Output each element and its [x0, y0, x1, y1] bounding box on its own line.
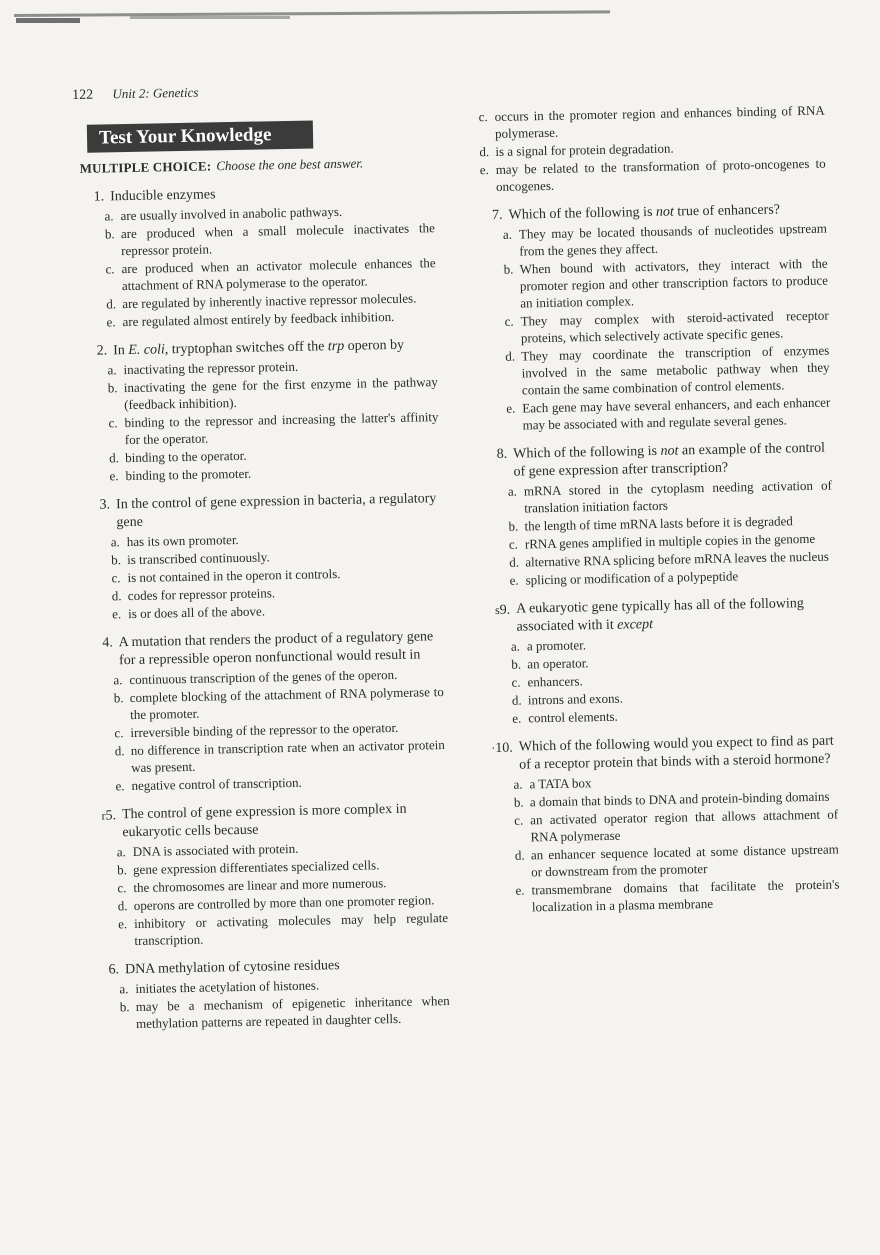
answer-option	[115, 736, 446, 776]
unit-title: Unit 2: Genetics	[112, 85, 198, 102]
page-number: 122	[72, 88, 93, 103]
option-letter: b.	[105, 225, 122, 259]
option-text: irreversible binding of the repressor to the operator.	[130, 718, 444, 741]
question-stem-part: true of enhancers?	[674, 202, 780, 219]
option-letter: d.	[115, 742, 132, 776]
question-number	[94, 806, 123, 843]
answer-option	[118, 909, 449, 949]
question-stem-part: , tryptophan switches off the	[165, 339, 328, 357]
option-text: an enhancer sequence located at some distance upstream or downstream from the promoter	[531, 840, 840, 880]
question-stem-part: Which of the following is	[508, 205, 656, 223]
option-letter: b.	[514, 793, 530, 810]
option-text: introns and exons.	[528, 686, 836, 709]
question-stem-part: E. coli	[128, 342, 165, 358]
question-stem-part: A eukaryotic gene typically has all of the following associated with it	[516, 596, 804, 635]
question-row	[485, 440, 832, 483]
option-text: are produced when a small molecule inactivates the repressor protein.	[121, 219, 436, 259]
question-stem-part: not	[656, 205, 674, 220]
question-stem-part: Which of the following is	[513, 444, 661, 462]
answer-option	[508, 477, 833, 517]
question-2	[85, 336, 440, 485]
option-letter: c.	[105, 260, 122, 294]
option-letter: c.	[514, 811, 531, 845]
answer-option	[479, 102, 826, 143]
question-9	[488, 595, 836, 728]
option-text: mRNA stored in the cytoplasm needing activation of translation initiation factors	[524, 477, 833, 517]
question-stem: In the control of gene expression in bacteria, a regulatory gene	[116, 490, 441, 532]
option-letter: d.	[509, 553, 525, 570]
question-8	[485, 440, 834, 590]
answer-option	[105, 219, 436, 259]
question-number: 3.	[88, 496, 117, 533]
question-stem: The control of gene expression is more complex in eukaryotic cells because	[122, 800, 447, 842]
option-letter: d.	[479, 143, 495, 160]
option-text: inactivating the gene for the first enzyme in the pathway (feedback inhibition).	[124, 373, 439, 413]
option-letter: b.	[508, 517, 524, 534]
option-letter: b.	[503, 261, 520, 312]
question-number-text: 10.	[495, 741, 513, 756]
option-text: They may coordinate the transcription of enzymes involved in the same metabolic pathway when they contain the same combination of control elements.	[521, 342, 830, 399]
margin-mark: ѕ	[492, 601, 500, 619]
option-text: When bound with activators, they interact with the promoter region and other transcription factors to produce an initiation complex.	[519, 255, 828, 312]
answer-option	[504, 307, 829, 347]
option-text: are produced when an activator molecule enhances the attachment of RNA polymerase to the operator.	[121, 254, 436, 294]
option-text: a TATA box	[529, 769, 837, 792]
answer-option	[514, 805, 839, 845]
answer-option	[503, 220, 828, 260]
question-stem	[516, 595, 835, 637]
question-5	[94, 800, 449, 950]
option-letter: a.	[503, 226, 520, 260]
option-letter: a.	[117, 843, 133, 860]
option-text: rRNA genes amplified in multiple copies in the genome	[525, 530, 833, 553]
page-header	[72, 85, 198, 104]
question-number: 1.	[82, 188, 110, 207]
option-letter: a.	[119, 980, 135, 997]
option-letter: e.	[115, 777, 131, 794]
instructions	[79, 155, 363, 176]
answer-option	[105, 254, 436, 294]
question-row	[88, 490, 441, 533]
option-text: transmembrane domains that facilitate the protein's localization in a plasma membrane	[531, 875, 840, 915]
option-letter: d.	[109, 449, 125, 466]
option-text: binding to the repressor and increasing the latter's affinity for the operator.	[124, 408, 439, 448]
margin-mark: ·	[487, 739, 495, 757]
option-text: the length of time mRNA lasts before it is degraded	[524, 512, 832, 535]
answer-option	[503, 255, 828, 312]
question-stem-part: operon by	[344, 338, 404, 354]
question-number	[491, 739, 520, 776]
option-text: is a signal for protein degradation.	[495, 137, 825, 160]
question-number	[488, 601, 517, 638]
option-text: DNA is associated with protein.	[133, 837, 447, 860]
option-text: initiates the acetylation of histones.	[135, 974, 449, 997]
option-text: a promoter.	[527, 632, 835, 655]
question-stem: DNA methylation of cytosine residues	[125, 955, 449, 979]
option-text: inhibitory or activating molecules may help regulate transcription.	[134, 909, 449, 949]
question-4	[91, 628, 446, 795]
question-1	[82, 182, 437, 331]
answer-option	[515, 840, 840, 880]
option-letter: e.	[106, 313, 122, 330]
question-stem	[513, 440, 832, 482]
option-text: Each gene may have several enhancers, and each enhancer may be associated with and regulate several genes.	[522, 394, 831, 434]
option-text: negative control of transcription.	[131, 771, 445, 794]
question-6	[97, 955, 450, 1033]
question-3	[88, 490, 442, 623]
answer-option	[506, 394, 831, 434]
question-number-text: 9.	[500, 603, 511, 618]
option-letter: e.	[118, 915, 135, 949]
option-text: an activated operator region that allows attachment of RNA polymerase	[530, 805, 839, 845]
option-text: has its own promoter.	[127, 527, 441, 550]
question-number: 8.	[485, 446, 514, 483]
option-text: alternative RNA splicing before mRNA leaves the nucleus	[525, 548, 833, 571]
option-letter: c.	[509, 535, 525, 552]
answer-option	[108, 408, 439, 448]
option-letter: c.	[114, 724, 130, 741]
option-text: the chromosomes are linear and more numerous.	[133, 873, 447, 896]
option-letter: a.	[107, 361, 123, 378]
option-text: codes for repressor proteins.	[128, 581, 442, 604]
option-text: a domain that binds to DNA and protein-binding domains	[530, 787, 838, 810]
option-text: splicing or modification of a polypeptide	[525, 566, 833, 589]
question-stem-part: In	[113, 343, 128, 358]
question-row	[94, 800, 447, 843]
option-letter: e.	[515, 881, 532, 915]
question-number: 6.	[97, 961, 125, 980]
option-text: are regulated by inherently inactive repressor molecules.	[122, 289, 436, 312]
question-stem-part: trp	[328, 339, 345, 354]
option-letter: a.	[513, 775, 529, 792]
instruction-label: MULTIPLE CHOICE:	[79, 158, 211, 176]
answer-option	[505, 342, 830, 399]
question-7	[480, 201, 830, 435]
option-text: occurs in the promoter region and enhances binding of RNA polymerase.	[495, 102, 826, 142]
option-text: operons are controlled by more than one promoter region.	[134, 891, 448, 914]
margin-mark: r	[97, 807, 105, 825]
option-letter: b.	[114, 689, 131, 723]
option-text: control elements.	[528, 704, 836, 727]
option-letter: e.	[509, 571, 525, 588]
option-text: an operator.	[527, 650, 835, 673]
option-letter: b.	[111, 551, 127, 568]
option-letter: a.	[113, 671, 129, 688]
option-letter: d.	[112, 587, 128, 604]
question-row	[491, 733, 838, 776]
option-letter: d.	[512, 691, 528, 708]
option-text: are usually involved in anabolic pathways.	[120, 201, 434, 224]
option-letter: a.	[104, 207, 120, 224]
option-letter: e.	[112, 605, 128, 622]
option-letter: b.	[511, 655, 527, 672]
option-text: complete blocking of the attachment of RNA polymerase to the promoter.	[130, 683, 445, 723]
option-letter: c.	[117, 879, 133, 896]
section-title: Test Your Knowledge	[87, 120, 313, 152]
question-number: 7.	[480, 207, 508, 226]
option-letter: b.	[120, 998, 137, 1032]
question-stem-part: except	[617, 617, 653, 633]
option-letter: d.	[106, 295, 122, 312]
question-stem: A mutation that renders the product of a regulatory gene for a repressible operon nonfunctional would result in	[119, 628, 444, 670]
option-letter: a.	[508, 482, 525, 516]
option-letter: c.	[504, 312, 521, 346]
option-letter: d.	[515, 846, 532, 880]
option-letter: e.	[480, 161, 497, 195]
option-text: is or does all of the above.	[128, 599, 442, 622]
option-letter: c.	[511, 673, 527, 690]
question-row	[91, 628, 444, 671]
question-stem-part: an example of the control of gene expression after transcription?	[513, 441, 825, 480]
option-letter: c.	[111, 569, 127, 586]
option-text: no difference in transcription rate when an activator protein was present.	[131, 736, 446, 776]
option-text: gene expression differentiates specialized cells.	[133, 855, 447, 878]
answer-option	[108, 373, 439, 413]
option-text: They may complex with steroid-activated receptor proteins, which selectively activate specific genes.	[520, 307, 829, 347]
question-stem: Inducible enzymes	[110, 182, 434, 206]
option-letter: e.	[109, 467, 125, 484]
option-text: enhancers.	[527, 668, 835, 691]
option-letter: e.	[506, 399, 523, 433]
option-letter: b.	[117, 861, 133, 878]
option-letter: c.	[479, 108, 496, 142]
option-text: inactivating the repressor protein.	[123, 355, 437, 378]
option-text: continuous transcription of the genes of the operon.	[129, 665, 443, 688]
question-6	[479, 102, 827, 196]
option-text: binding to the operator.	[125, 443, 439, 466]
answer-option	[480, 155, 827, 196]
option-letter: c.	[108, 414, 125, 448]
answer-option	[114, 683, 445, 723]
option-text: binding to the promoter.	[125, 461, 439, 484]
option-text: are regulated almost entirely by feedback inhibition.	[122, 307, 436, 330]
question-number: 2.	[85, 342, 113, 361]
option-text: is not contained in the operon it controls.	[127, 563, 441, 586]
question-row	[488, 595, 835, 638]
answer-option	[120, 992, 451, 1032]
question-stem: Which of the following would you expect to find as part of a receptor protein that binds with a steroid hormone?	[519, 733, 838, 775]
option-text: may be related to the transformation of proto-oncogenes to oncogenes.	[496, 155, 827, 195]
option-letter: e.	[512, 709, 528, 726]
option-letter: d.	[118, 897, 134, 914]
option-text: They may be located thousands of nucleotides upstream from the genes they affect.	[519, 220, 828, 260]
option-text: may be a mechanism of epigenetic inheritance when methylation patterns are repeated in daughter cells.	[136, 992, 451, 1032]
option-letter: b.	[108, 379, 125, 413]
question-10	[491, 733, 840, 917]
instruction-text: Choose the one best answer.	[216, 155, 363, 173]
option-letter: a.	[511, 637, 527, 654]
left-column	[82, 182, 450, 1045]
question-number: 4.	[91, 634, 120, 671]
question-stem-part: not	[660, 443, 678, 458]
option-letter: d.	[505, 347, 522, 398]
question-number-text: 5.	[105, 808, 116, 823]
answer-option	[515, 875, 840, 915]
right-column	[479, 101, 841, 928]
option-text: is transcribed continuously.	[127, 545, 441, 568]
option-letter: a.	[111, 533, 127, 550]
